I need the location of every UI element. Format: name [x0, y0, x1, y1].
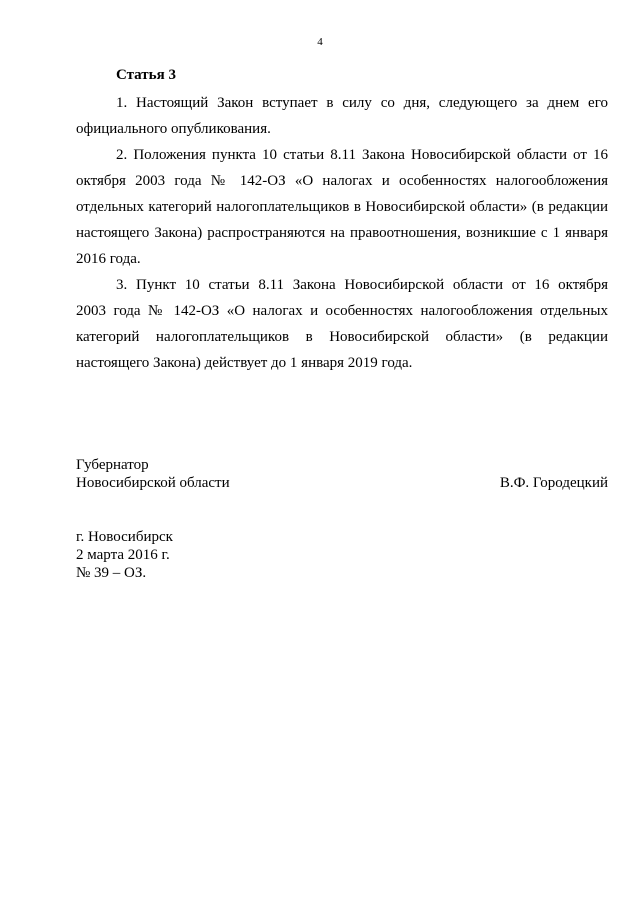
footer-block: [76, 528, 173, 582]
page-number: 4: [317, 36, 323, 48]
signature-position-line1: Губернатор: [76, 457, 149, 473]
footer-city: г. Новосибирск: [76, 529, 173, 545]
paragraph-line: официального опубликования.: [76, 121, 271, 137]
article-paragraph-1: [76, 90, 608, 142]
paragraph-line: категорий налогоплательщиков в Новосибирской области» (в редакции: [76, 329, 608, 345]
signature-name: В.Ф. Городецкий: [499, 475, 608, 491]
paragraph-line: настоящего Закона) распространяются на правоотношения, возникшие с 1 января: [76, 225, 608, 241]
signature-row: [76, 474, 608, 492]
paragraph-line: 3. Пункт 10 статьи 8.11 Закона Новосибирской области от 16 октября: [116, 277, 608, 293]
footer-date: 2 марта 2016 г.: [76, 547, 170, 563]
article-paragraph-2: [76, 142, 608, 272]
signature-position-line2: Новосибирской области: [76, 475, 230, 491]
paragraph-line: октября 2003 года № 142-ОЗ «О налогах и особенностях налогообложения: [76, 173, 608, 189]
paragraph-line: отдельных категорий налогоплательщиков в Новосибирской области» (в редакции: [76, 199, 608, 215]
article-title: Статья 3: [116, 67, 176, 83]
article-paragraph-3: [76, 272, 608, 376]
signature-block: [76, 456, 608, 492]
paragraph-line: 2003 года № 142-ОЗ «О налогах и особенностях налогообложения отдельных: [76, 303, 608, 319]
paragraph-line: 1. Настоящий Закон вступает в силу со дня, следующего за днем его: [116, 95, 608, 111]
footer-number: № 39 – ОЗ.: [76, 565, 147, 581]
paragraph-line: 2. Положения пункта 10 статьи 8.11 Закона Новосибирской области от 16: [116, 147, 608, 163]
paragraph-line: 2016 года.: [76, 251, 141, 267]
paragraph-line: настоящего Закона) действует до 1 января 2019 года.: [76, 355, 413, 371]
